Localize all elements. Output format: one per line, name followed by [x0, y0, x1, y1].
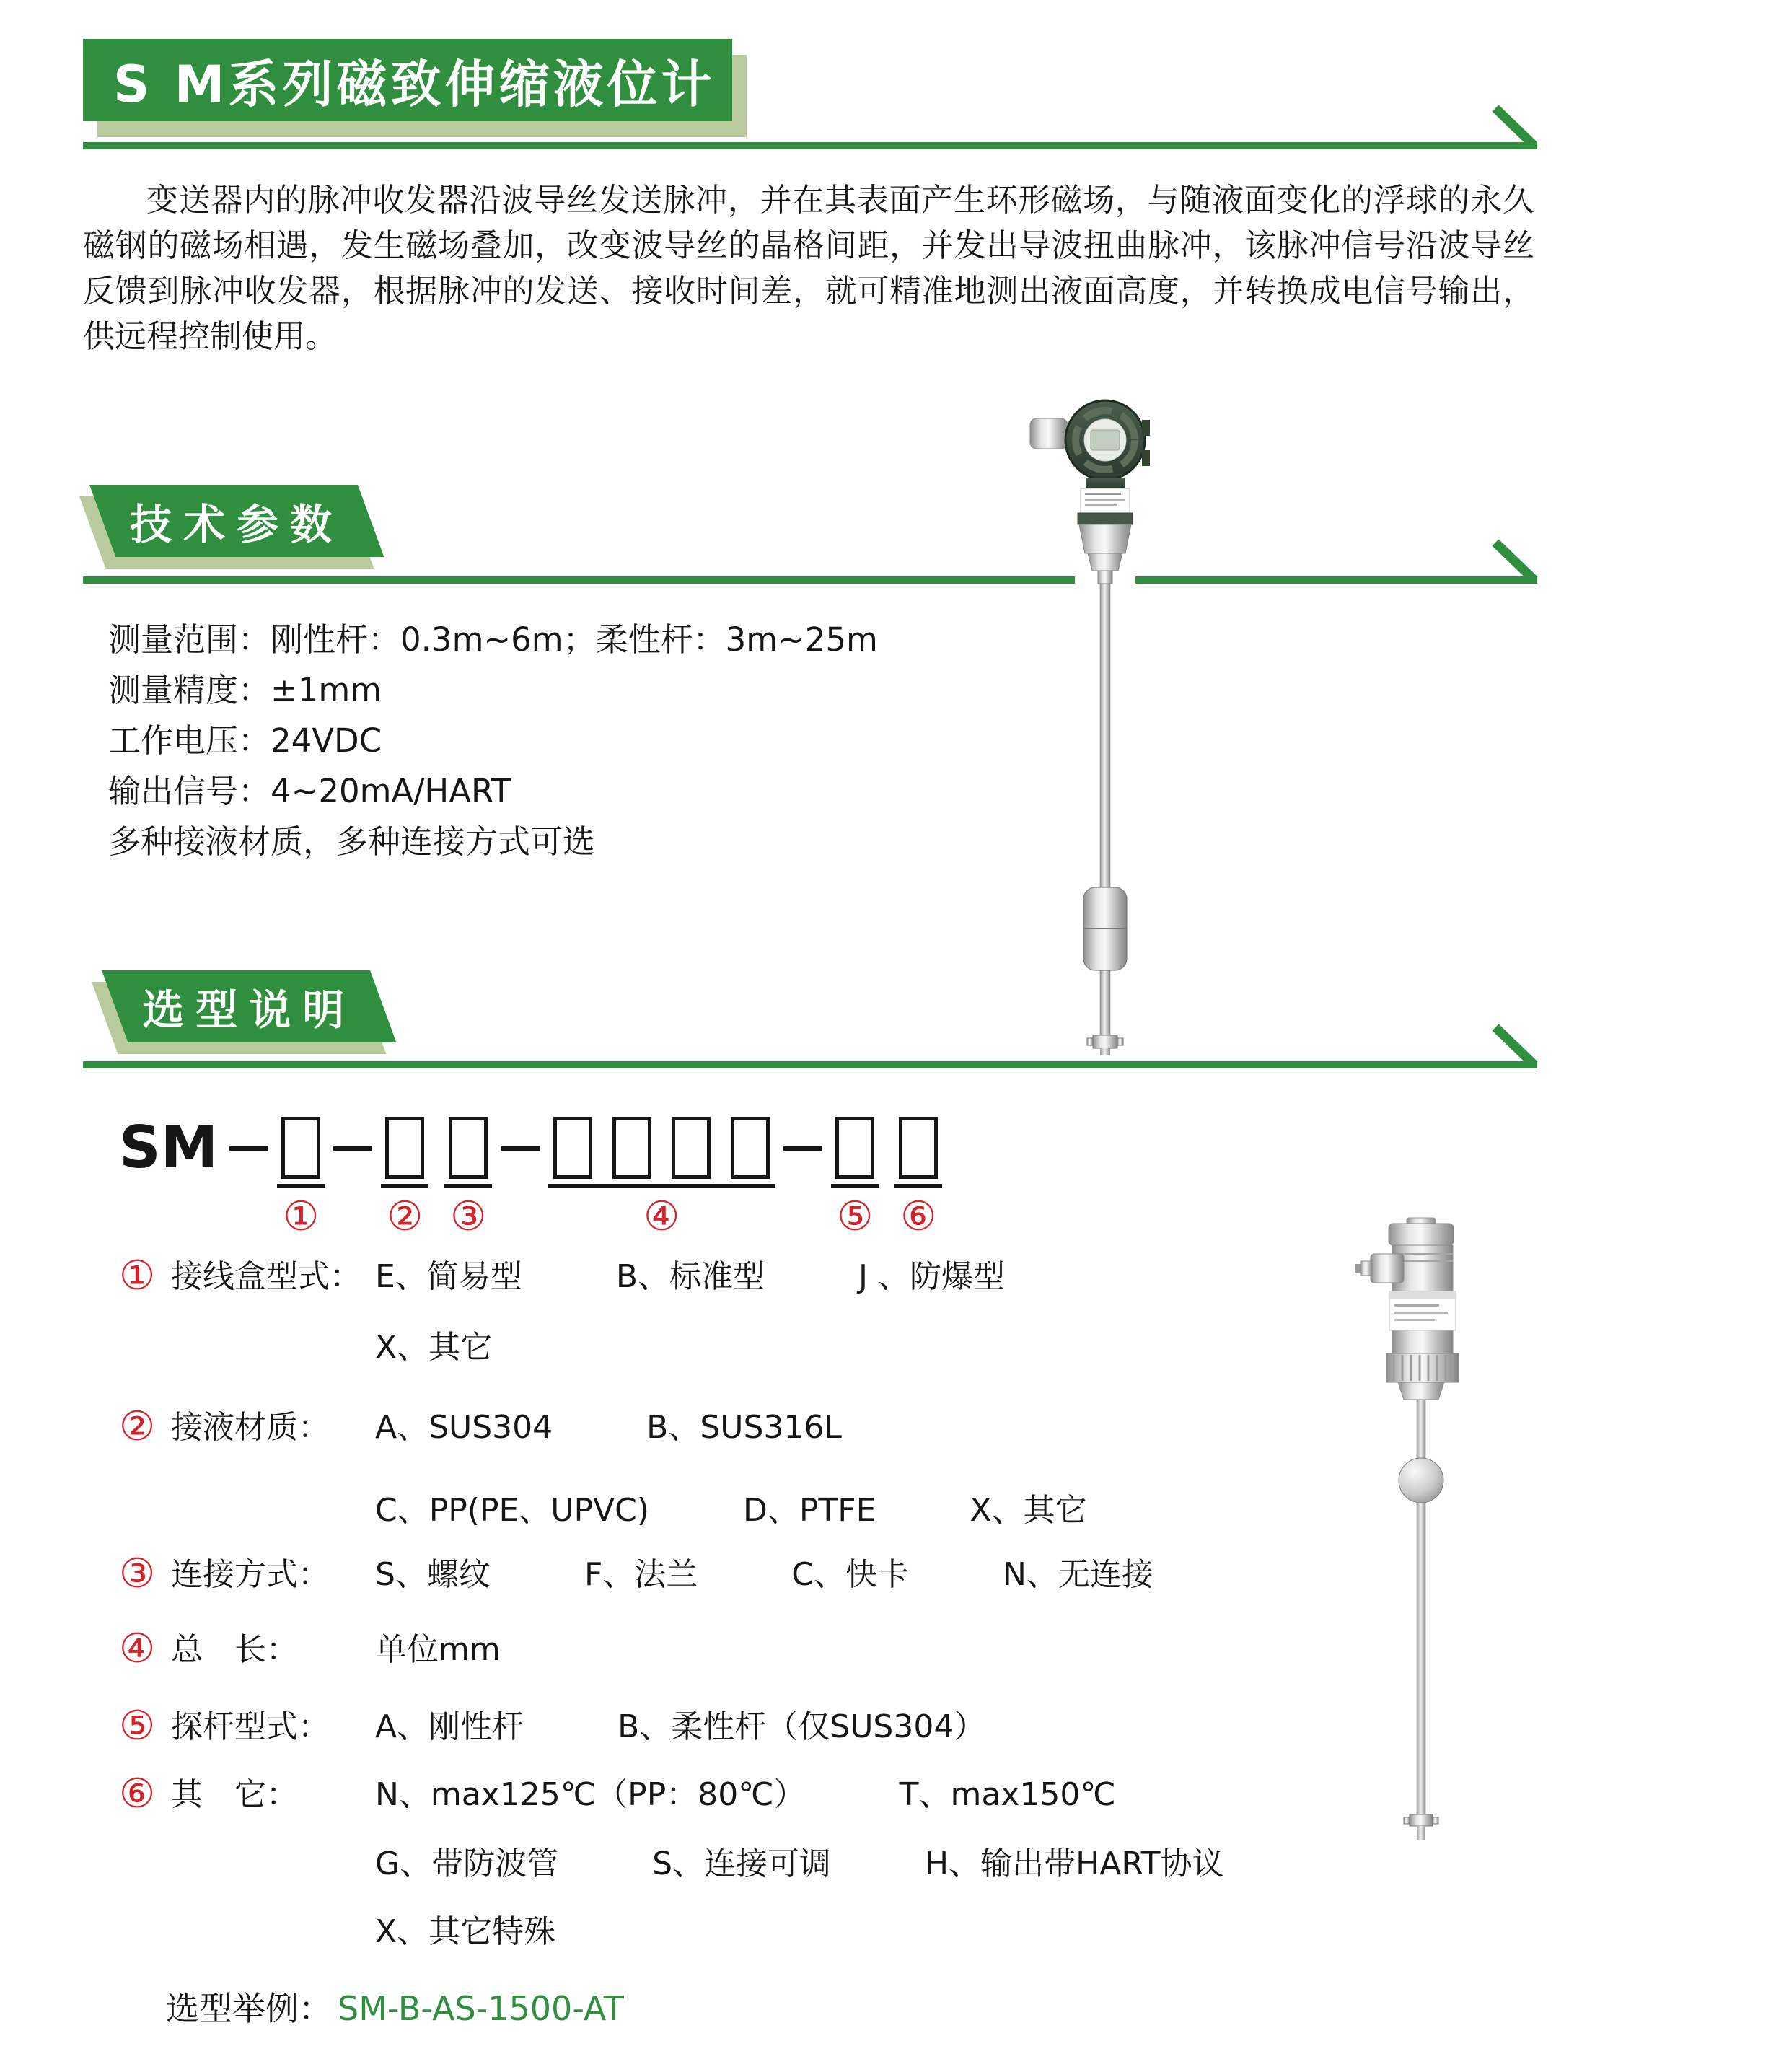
model-code-underline: [381, 1184, 428, 1188]
model-code-segment: [381, 1117, 492, 1240]
selection-label: 探杆型式：: [171, 1708, 330, 1745]
spec-voltage: 工作电压：24VDC: [108, 721, 382, 760]
selection-options: [375, 1491, 1087, 1531]
model-code-dash: [783, 1146, 822, 1151]
tech-section-title: 技术参数: [130, 500, 344, 549]
selection-option: A、刚性杆: [375, 1708, 524, 1745]
selection-section-header: [102, 970, 396, 1042]
model-code-dash: [501, 1146, 540, 1151]
selection-option: F、法兰: [584, 1556, 698, 1593]
selection-row-5: [119, 1703, 986, 1750]
head-tab-right-top: [1142, 420, 1150, 436]
spec-accuracy: 测量精度：±1mm: [108, 671, 382, 709]
selection-option: N、max125℃（PP：80℃）: [375, 1776, 806, 1813]
sensor-cap: [1389, 1224, 1454, 1245]
selection-number: ⑤: [119, 1703, 156, 1750]
selection-row-1: [119, 1252, 1005, 1299]
model-code-box-row: [277, 1117, 325, 1240]
model-code-underline: [894, 1184, 942, 1188]
product-photo-compact-sensor: [1335, 1212, 1500, 1847]
neck: [1086, 478, 1125, 488]
selection-number: ①: [119, 1252, 156, 1299]
selection-option: A、SUS304: [375, 1409, 553, 1446]
selection-option: X、其它特殊: [375, 1913, 556, 1950]
head-tab-right-bottom: [1142, 450, 1150, 466]
selection-section-title: 选型说明: [142, 985, 356, 1035]
selection-label: 总 长：: [171, 1631, 298, 1668]
selection-row-3: [119, 1550, 1153, 1597]
spec-options: 多种接液材质，多种连接方式可选: [108, 822, 596, 861]
example-line: [166, 1988, 624, 2029]
rod-collar: [1410, 1814, 1433, 1826]
model-code-underline: [548, 1184, 775, 1188]
model-code-box: [731, 1117, 770, 1179]
model-code-box: [835, 1117, 874, 1179]
rod-tip: [1417, 1826, 1425, 1840]
rod-stopper: [1093, 1035, 1117, 1048]
model-code-number: ④: [643, 1193, 680, 1240]
selection-options: [375, 1408, 842, 1448]
selection-label: 接液材质：: [171, 1409, 330, 1446]
selection-option: B、SUS316L: [646, 1409, 842, 1446]
model-code-prefix: SM: [119, 1114, 219, 1181]
intro-paragraph: 变送器内的脉冲收发器沿波导丝发送脉冲，并在其表面产生环形磁场，与随液面变化的浮球的永久磁钢的磁场相遇，发生磁场叠加，改变波导丝的晶格间距，并发出导波扭曲脉冲，该脉冲信号沿波导丝反馈到脉冲收发器，根据脉冲的发送、接收时间差，就可精准地测出液面高度，并转换成电信号输出，供远程控制使用。: [83, 182, 1534, 355]
selection-option: N、无连接: [1002, 1556, 1153, 1593]
selection-option: D、PTFE: [743, 1492, 876, 1529]
selection-row-1-cont1: [119, 1327, 492, 1368]
model-code-number: ⑥: [900, 1193, 937, 1240]
selection-option: E、简易型: [375, 1258, 522, 1295]
model-code-dash: [333, 1146, 372, 1151]
model-code-unit: [831, 1117, 879, 1240]
selection-option: C、快卡: [791, 1556, 909, 1593]
selection-label: 连接方式：: [171, 1556, 330, 1593]
cable-gland: [1030, 418, 1068, 449]
selection-option: G、带防波管: [375, 1845, 559, 1882]
selection-row-2: [119, 1403, 842, 1450]
spec-output: 输出信号：4~20mA/HART: [108, 772, 511, 810]
selection-options: [375, 1912, 555, 1952]
model-code-underline: [444, 1184, 492, 1188]
example-code: SM-B-AS-1500-AT: [338, 1989, 624, 2028]
example-label: 选型举例：: [166, 1989, 332, 2028]
connector-nozzle: [1361, 1261, 1372, 1276]
selection-options: [375, 1555, 1153, 1595]
model-code-number: ①: [283, 1193, 320, 1240]
lcd-screen: [1091, 430, 1120, 450]
hex-fitting-lower: [1088, 553, 1122, 571]
model-code-unit: [894, 1117, 942, 1240]
selection-number: ④: [119, 1625, 156, 1672]
model-code-diagram: [119, 1114, 942, 1240]
selection-row-4: [119, 1625, 501, 1672]
selection-label: 其 它：: [171, 1776, 298, 1813]
model-code-unit: [277, 1117, 325, 1240]
selection-options: [375, 1630, 501, 1670]
model-code-box: [899, 1117, 938, 1179]
model-code-box: [553, 1117, 592, 1179]
selection-options: [375, 1775, 1116, 1815]
selection-label: 接线盒型式：: [171, 1258, 361, 1295]
selection-number: ②: [119, 1403, 156, 1450]
model-code-box: [281, 1117, 320, 1179]
divider-line-top: [83, 100, 1540, 152]
model-code-box-row: [831, 1117, 942, 1240]
selection-options: [375, 1707, 985, 1747]
model-code-number: ⑤: [837, 1193, 874, 1240]
model-code-dash: [229, 1146, 268, 1151]
model-code-box: [612, 1117, 651, 1179]
selection-option: X、其它: [970, 1492, 1087, 1529]
product-photo-transmitter: [1024, 397, 1183, 1057]
model-code-underline: [277, 1184, 325, 1188]
model-code-number: ②: [387, 1193, 423, 1240]
side-connector: [1371, 1254, 1404, 1283]
connector-tip: [1355, 1264, 1361, 1273]
selection-options: [375, 1327, 492, 1368]
model-code-box-row: [381, 1117, 492, 1240]
selection-option: B、柔性杆（仅SUS304）: [617, 1708, 986, 1745]
model-code-unit: [444, 1117, 492, 1240]
selection-option: J 、防爆型: [858, 1258, 1005, 1295]
selection-option: T、max150℃: [899, 1776, 1116, 1813]
selection-row-2-cont1: [119, 1491, 1087, 1531]
selection-row-6: [119, 1770, 1116, 1817]
lock-collar: [1078, 513, 1133, 524]
ribbed-base: [1386, 1353, 1459, 1382]
selection-option: X、其它: [375, 1329, 493, 1366]
model-code-box: [449, 1117, 488, 1179]
hex-fitting: [1079, 524, 1131, 553]
spec-range: 测量范围：刚性杆：0.3m~6m；柔性杆：3m~25m: [108, 620, 878, 659]
model-code-number: ③: [450, 1193, 487, 1240]
model-code-box: [672, 1117, 711, 1179]
selection-options: [375, 1257, 1005, 1297]
selection-row-6-cont2: [119, 1912, 555, 1952]
selection-option: C、PP(PE、UPVC): [375, 1492, 650, 1529]
model-code-box: [385, 1117, 424, 1179]
model-code-underline: [831, 1184, 879, 1188]
selection-option: B、标准型: [615, 1258, 765, 1295]
selection-number: ⑥: [119, 1770, 156, 1817]
model-code-segment: [277, 1117, 325, 1240]
selection-option: H、输出带HART协议: [925, 1845, 1224, 1882]
spec-list: [108, 615, 878, 867]
selection-row-6-cont1: [119, 1844, 1224, 1884]
model-code-box-row: [553, 1117, 770, 1179]
model-code-segment: [831, 1117, 942, 1240]
selection-number: ③: [119, 1550, 156, 1597]
probe-neck: [1098, 571, 1112, 584]
selection-option: S、连接可调: [652, 1845, 832, 1882]
hex-adapter: [1398, 1382, 1444, 1400]
tech-section-header: [89, 485, 384, 557]
selection-options: [375, 1844, 1224, 1884]
page-title: S M系列磁致伸缩液位计: [113, 54, 716, 114]
ball-float: [1399, 1458, 1443, 1503]
selection-option: S、螺纹: [375, 1556, 491, 1593]
model-code-unit: [381, 1117, 428, 1240]
model-code-segment: [548, 1117, 775, 1240]
selection-option: 单位mm: [375, 1631, 501, 1668]
rod-tip: [1100, 1048, 1110, 1055]
